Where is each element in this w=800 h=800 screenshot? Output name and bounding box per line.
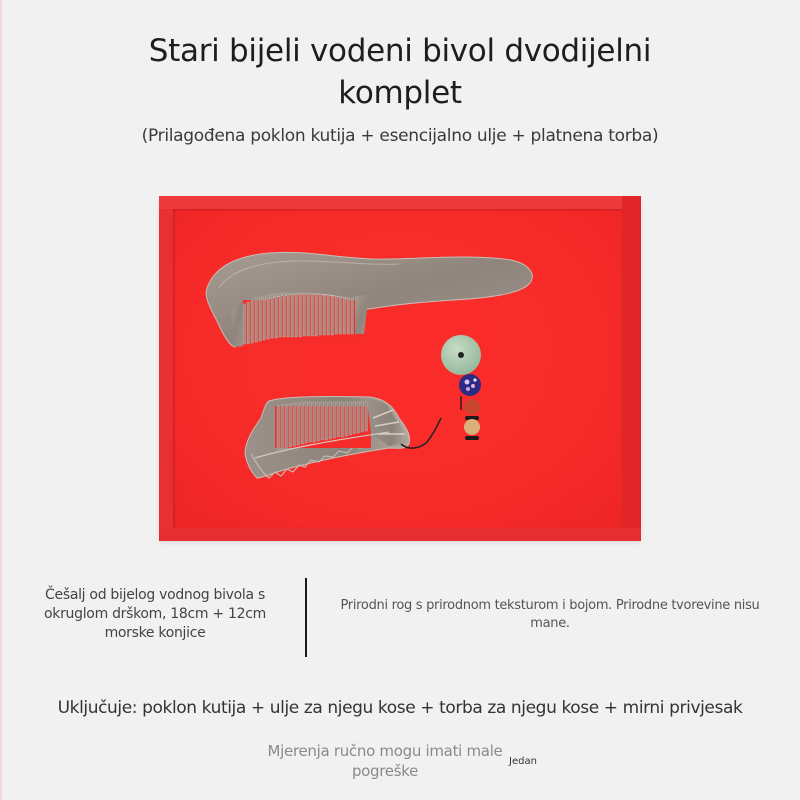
package-includes: Uključuje: poklon kutija + ulje za njegu kose + torba za njegu kose + mirni privjesak <box>57 698 743 718</box>
feature-description-size: Češalj od bijelog vodnog bivola s okruglom drškom, 18cm + 12cm morske konjice <box>44 587 266 641</box>
jade-pendant-charm <box>401 335 481 448</box>
feature-divider <box>305 578 307 657</box>
round-handle-comb <box>206 252 532 347</box>
page-subtitle: (Prilagođena poklon kutija + esencijalno ulje + platnena torba) <box>141 126 659 146</box>
comb-teeth-large <box>231 293 369 347</box>
product-image-gift-box <box>159 196 641 541</box>
measurement-note: Mjerenja ručno mogu imati male pogreške <box>267 742 503 780</box>
note-tag: Jedan <box>509 756 537 767</box>
feature-description-natural-horn: Prirodni rog s prirodnom teksturom i bojom. Prirodne tvorevine nisu mane. <box>340 598 760 631</box>
page-title: Stari bijeli vodeni bivol dvodijelni komplet <box>148 33 652 111</box>
seahorse-comb <box>245 396 410 478</box>
combs-illustration <box>159 196 641 541</box>
left-edge-accent <box>0 0 2 800</box>
